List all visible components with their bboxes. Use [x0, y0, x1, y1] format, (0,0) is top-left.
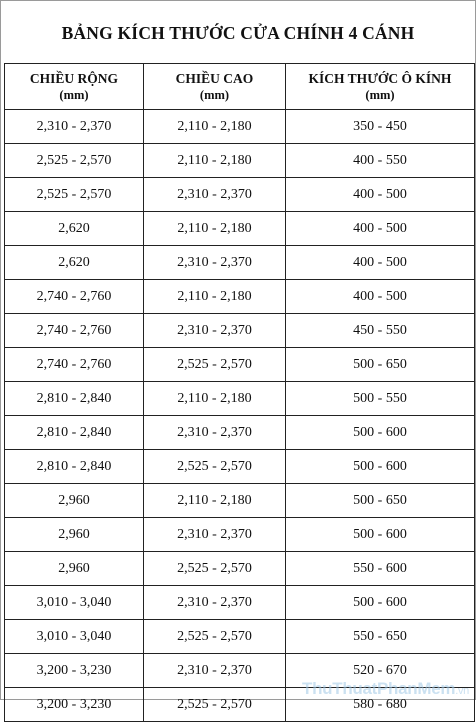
table-row	[5, 484, 475, 518]
table-row	[5, 552, 475, 586]
header-height-unit: (mm)	[199, 87, 230, 102]
width-cell: 2,810 - 2,840	[5, 450, 144, 484]
glass-size-cell: 400 - 500	[286, 212, 475, 246]
height-cell: 2,525 - 2,570	[144, 348, 286, 382]
glass-size-cell: 450 - 550	[286, 314, 475, 348]
glass-size-cell: 350 - 450	[286, 110, 475, 144]
height-cell: 2,310 - 2,370	[144, 416, 286, 450]
table-row	[5, 620, 475, 654]
width-cell: 2,310 - 2,370	[5, 110, 144, 144]
glass-size-cell: 500 - 650	[286, 348, 475, 382]
glass-size-cell: 500 - 600	[286, 416, 475, 450]
glass-size-cell: 500 - 600	[286, 450, 475, 484]
width-cell: 2,525 - 2,570	[5, 144, 144, 178]
table-row	[5, 178, 475, 212]
glass-size-cell: 500 - 600	[286, 586, 475, 620]
height-cell: 2,525 - 2,570	[144, 688, 286, 722]
height-cell: 2,525 - 2,570	[144, 450, 286, 484]
height-cell: 2,110 - 2,180	[144, 144, 286, 178]
header-width	[5, 64, 144, 110]
header-glass-size-unit: (mm)	[365, 87, 395, 102]
width-cell: 2,525 - 2,570	[5, 178, 144, 212]
table-row	[5, 144, 475, 178]
page-title: BẢNG KÍCH THƯỚC CỬA CHÍNH 4 CÁNH	[61, 23, 415, 43]
width-cell: 3,200 - 3,230	[5, 654, 144, 688]
width-cell: 2,960	[5, 552, 144, 586]
table-row	[5, 382, 475, 416]
table-body	[5, 110, 475, 722]
glass-size-cell: 500 - 550	[286, 382, 475, 416]
glass-size-cell: 520 - 670	[286, 654, 475, 688]
width-cell: 2,960	[5, 518, 144, 552]
width-cell: 2,740 - 2,760	[5, 348, 144, 382]
glass-size-cell: 400 - 550	[286, 144, 475, 178]
height-cell: 2,110 - 2,180	[144, 484, 286, 518]
height-cell: 2,310 - 2,370	[144, 178, 286, 212]
height-cell: 2,110 - 2,180	[144, 110, 286, 144]
width-cell: 2,620	[5, 212, 144, 246]
height-cell: 2,525 - 2,570	[144, 552, 286, 586]
table-header-row	[5, 64, 475, 110]
width-cell: 2,740 - 2,760	[5, 280, 144, 314]
dimensions-table	[4, 63, 475, 722]
height-cell: 2,110 - 2,180	[144, 382, 286, 416]
height-cell: 2,310 - 2,370	[144, 246, 286, 280]
glass-size-cell: 500 - 650	[286, 484, 475, 518]
table-row	[5, 518, 475, 552]
height-cell: 2,310 - 2,370	[144, 654, 286, 688]
table-row	[5, 654, 475, 688]
table-row	[5, 688, 475, 722]
width-cell: 2,620	[5, 246, 144, 280]
header-glass-size	[286, 64, 475, 110]
watermark-tail: .vn	[455, 685, 469, 697]
width-cell: 2,810 - 2,840	[5, 382, 144, 416]
height-cell: 2,525 - 2,570	[144, 620, 286, 654]
height-cell: 2,110 - 2,180	[144, 280, 286, 314]
glass-size-cell: 500 - 600	[286, 518, 475, 552]
header-height	[144, 64, 286, 110]
width-cell: 2,810 - 2,840	[5, 416, 144, 450]
table-row	[5, 586, 475, 620]
header-width-label: CHIỀU RỘNG	[29, 70, 119, 86]
width-cell: 3,010 - 3,040	[5, 586, 144, 620]
height-cell: 2,310 - 2,370	[144, 314, 286, 348]
glass-size-cell: 400 - 500	[286, 246, 475, 280]
glass-size-cell: 550 - 600	[286, 552, 475, 586]
glass-size-cell: 550 - 650	[286, 620, 475, 654]
header-width-unit: (mm)	[59, 87, 89, 102]
height-cell: 2,310 - 2,370	[144, 586, 286, 620]
width-cell: 3,200 - 3,230	[5, 688, 144, 722]
header-glass-size-label: KÍCH THƯỚC Ô KÍNH	[308, 70, 452, 86]
glass-size-cell: 400 - 500	[286, 280, 475, 314]
height-cell: 2,110 - 2,180	[144, 212, 286, 246]
table-row	[5, 110, 475, 144]
header-height-label: CHIỀU CAO	[175, 70, 254, 86]
table-row	[5, 280, 475, 314]
height-cell: 2,310 - 2,370	[144, 518, 286, 552]
table-row	[5, 416, 475, 450]
width-cell: 2,740 - 2,760	[5, 314, 144, 348]
table-row	[5, 348, 475, 382]
glass-size-cell: 580 - 680	[286, 688, 475, 722]
table-row	[5, 450, 475, 484]
width-cell: 3,010 - 3,040	[5, 620, 144, 654]
glass-size-cell: 400 - 500	[286, 178, 475, 212]
table-row	[5, 212, 475, 246]
table-row	[5, 246, 475, 280]
watermark-main: ThuThuatPhanMem	[302, 679, 456, 698]
table-row	[5, 314, 475, 348]
width-cell: 2,960	[5, 484, 144, 518]
